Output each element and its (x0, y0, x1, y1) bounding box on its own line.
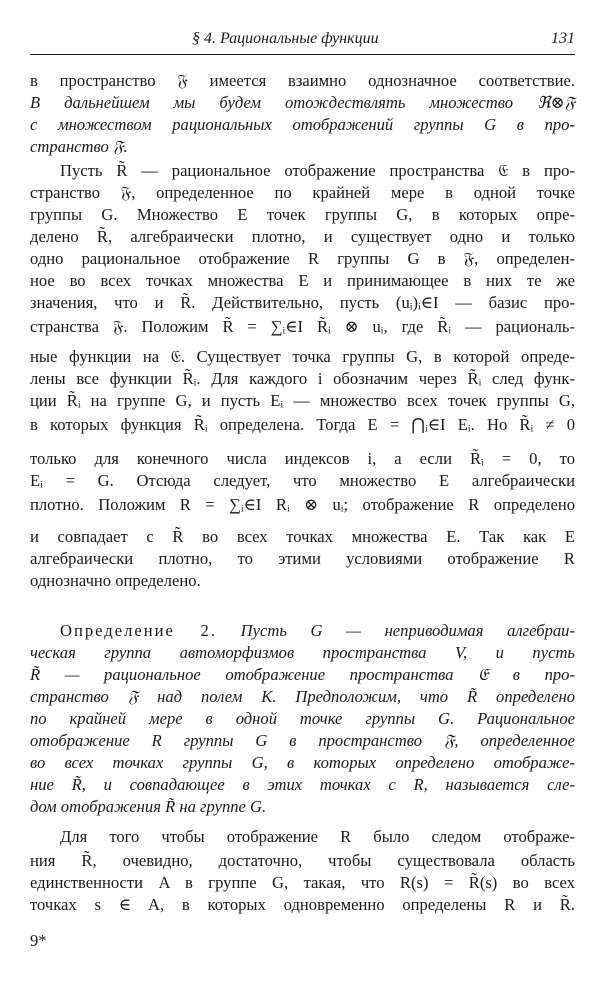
text-line: ческая группа автоморфизмов пространства V, и пусть (30, 643, 575, 662)
page-number: 131 (551, 30, 575, 47)
text-line: значения, что и R̃. Действительно, пусть (uᵢ)ᵢ∈I — базис про- (30, 293, 575, 312)
text-line: ние R̃, и совпадающее в этих точках с R, называется сле- (30, 775, 575, 794)
text-line: Пусть R̃ — рациональное отображение пространства 𝔈 в про- (60, 161, 575, 180)
text-line: плотно. Положим R = ∑ᵢ∈I Rᵢ ⊗ uᵢ; отображение R определено (30, 495, 575, 514)
text-line: странства 𝔉. Положим R̃ = ∑ᵢ∈I R̃ᵢ ⊗ uᵢ, где R̃ᵢ — рациональ- (30, 317, 575, 336)
running-header (30, 28, 575, 55)
text-line: лены все функции R̃ᵢ. Для каждого i обозначим через R̃ᵢ след функ- (30, 369, 575, 388)
text-line: с множеством рациональных отображений группы G в про- (30, 115, 575, 134)
text-line: алгебраически плотно, то этими условиями отображение R (30, 549, 575, 568)
text-line: странство 𝔉 над полем K. Предположим, что R̃ определено (30, 687, 575, 706)
text-line: группы G. Множество E точек группы G, в которых опре- (30, 205, 575, 224)
text-line: одно рациональное отображение R группы G в 𝔉, определен- (30, 249, 575, 268)
text-line: странство 𝔉. (30, 137, 128, 156)
text-line: Eᵢ = G. Отсюда следует, что множество E алгебраически (30, 471, 575, 490)
text-line: делено R̃, алгебраически плотно, и существует одно и только (30, 227, 575, 246)
text-line: точках s ∈ A, в которых одновременно определены R и R̃. (30, 895, 575, 914)
text-line: ции R̃ᵢ на группе G, и пусть Eᵢ — множество всех точек группы G, (30, 391, 575, 410)
text-line: Для того чтобы отображение R было следом отображе- (60, 827, 575, 846)
text-line: ные функции на 𝔈. Существует точка группы G, в которой опреде- (30, 347, 575, 366)
section-title: § 4. Рациональные функции (192, 30, 379, 47)
text-line: по крайней мере в одной точке группы G. Рациональное (30, 709, 575, 728)
text-line: странство 𝔉, определенное по крайней мере в одной точке (30, 183, 575, 202)
text-line: во всех точках группы G, в которых определено отображе- (30, 753, 575, 772)
text-line: ное во всех точках множества E и принимающее в них те же (30, 271, 575, 290)
signature-mark: 9* (30, 931, 47, 950)
text-line: единственности A в группе G, такая, что R(s) = R̃(s) во всех (30, 873, 575, 892)
text-line: ния R̃, очевидно, достаточно, чтобы существовала область (30, 851, 575, 870)
text-line: R̃ — рациональное отображение пространства 𝔈 в про- (30, 665, 575, 684)
text-line: только для конечного числа индексов i, а если R̃ᵢ = 0, то (30, 449, 575, 468)
text-line: дом отображения R̃ на группе G. (30, 797, 267, 816)
definition-first-line (60, 620, 575, 642)
text-line: в пространство 𝔉 имеется взаимно однозначное соответствие. (30, 71, 575, 90)
text-line: отображение R группы G в пространство 𝔉, определенное (30, 731, 575, 750)
text-line: и совпадает с R̃ во всех точках множества E. Так как E (30, 527, 575, 546)
definition-text: Пусть G — неприводимая алгебраи- (240, 621, 575, 640)
text-line: в которых функция R̃ᵢ определена. Тогда E = ⋂ᵢ∈I Eᵢ. Но R̃ᵢ ≠ 0 (30, 415, 575, 434)
text-line: однозначно определено. (30, 571, 201, 590)
text-line: В дальнейшем мы будем отождествлять множество ℜ⊗𝔉 (30, 93, 575, 112)
definition-label: Определение 2. (60, 621, 217, 640)
